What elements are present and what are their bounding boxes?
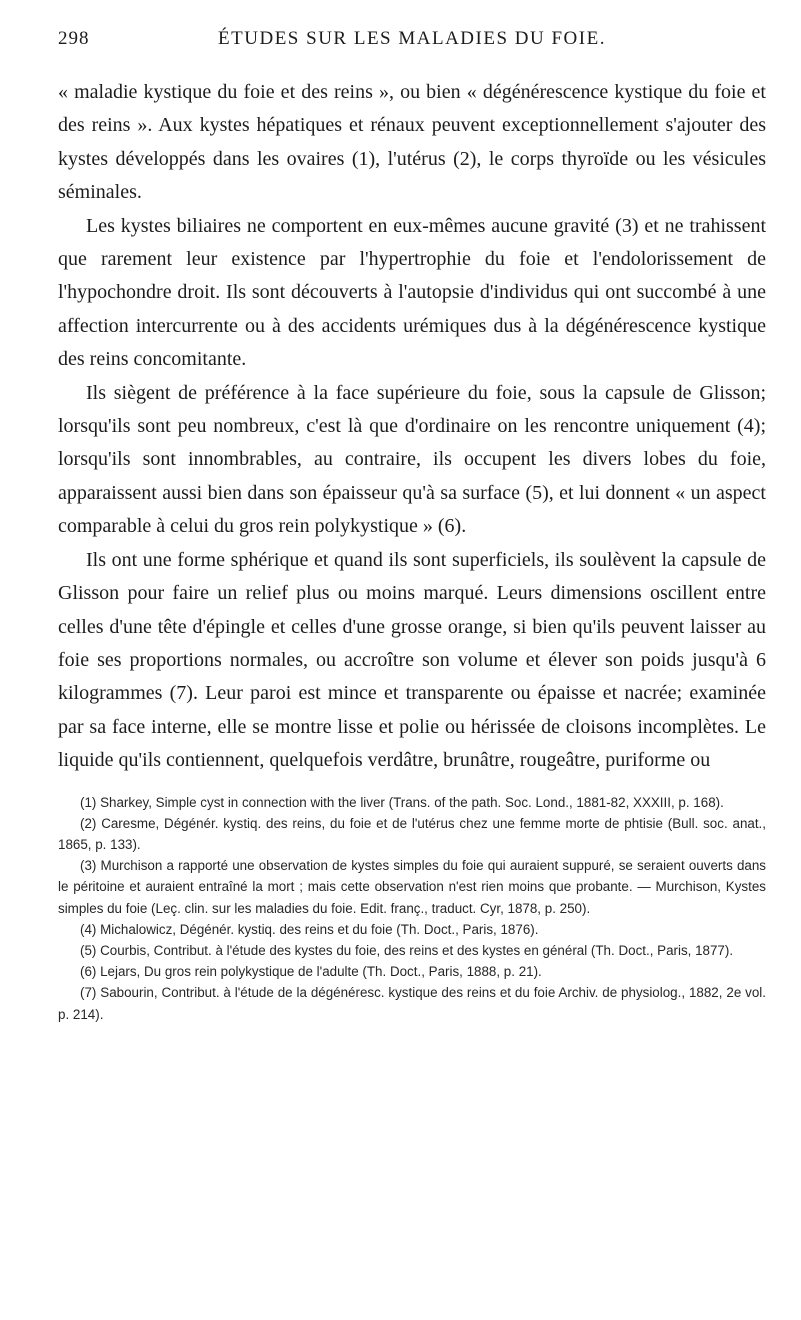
page-number: 298 [58, 28, 90, 49]
footnote-5: (5) Courbis, Contribut. à l'étude des kystes du foie, des reins et des kystes en général (Th. Doct., Paris, 1877). [80, 942, 734, 958]
footnote-1: (1) Sharkey, Simple cyst in connection with the liver (Trans. of the path. Soc. Lond., 1881-82, XXXIII, p. 168). [80, 794, 724, 810]
running-title: ÉTUDES SUR LES MALADIES DU FOIE. [218, 28, 606, 49]
paragraph-form: Ils ont une forme sphérique et quand ils sont superficiels, ils soulèvent la capsule de Glisson pour faire un relief plus ou moins marqué. Leurs dimensions oscillent entre celles d'une tête d'épingle et celles d'une grosse orange, si bien qu'ils peuvent laisser au foie ses proportions normales, ou accroître son volume et élever son poids jusqu'à 6 kilogrammes (7). Leur paroi est mince et transparente ou épaisse et nacrée; examinée par sa face interne, elle se montre lisse et polie ou hérissée de cloisons incomplètes. Le liquide qu'ils contiennent, quelquefois verdâtre, brunâtre, rougeâtre, puriforme ou [58, 548, 766, 772]
paragraph-continuation: « maladie kystique du foie et des reins », ou bien « dégénérescence kystique du foie et des reins ». Aux kystes hépatiques et rénaux peuvent exceptionnellement s'ajouter des kystes développés dans les ovaires (1), l'utérus (2), le corps thyroïde ou les vésicules séminales. [58, 81, 766, 204]
running-head [58, 28, 766, 58]
footnotes [58, 792, 766, 1025]
paragraph-location: Ils siègent de préférence à la face supérieure du foie, sous la capsule de Glisson; lorsqu'ils sont peu nombreux, c'est là que d'ordinaire on les rencontre uniquement (4); lorsqu'ils sont innombrables, au contraire, ils occupent les divers lobes du foie, apparaissent aussi bien dans son épaisseur qu'à sa surface (5), et lui donnent « un aspect comparable à celui du gros rein polykystique » (6). [58, 381, 766, 538]
footnote-6: (6) Lejars, Du gros rein polykystique de l'adulte (Th. Doct., Paris, 1888, p. 21). [80, 964, 542, 980]
body-text [58, 76, 766, 778]
footnote-7: (7) Sabourin, Contribut. à l'étude de la dégénéresc. kystique des reins et du foie Archiv. de physiolog., 1882, 2e vol. p. 214). [58, 985, 766, 1022]
footnote-2: (2) Caresme, Dégénér. kystiq. des reins, du foie et de l'utérus chez une femme morte de phtisie (Bull. soc. anat., 1865, p. 133). [58, 815, 766, 852]
footnote-4: (4) Michalowicz, Dégénér. kystiq. des reins et du foie (Th. Doct., Paris, 1876). [80, 921, 539, 937]
book-page [58, 28, 766, 1025]
footnote-3: (3) Murchison a rapporté une observation de kystes simples du foie qui auraient suppuré, se seraient ouverts dans le péritoine et auraient entraîné la mort ; mais cette observation n'est rien moins que probante. — Murchison, Kystes simples du foie (Leç. clin. sur les maladies du foie. Edit. franç., traduct. Cyr, 1878, p. 250). [58, 858, 766, 916]
paragraph-biliary-cysts: Les kystes biliaires ne comportent en eux-mêmes aucune gravité (3) et ne trahissent que rarement leur existence par l'hypertrophie du foie et l'endolorissement de l'hypochondre droit. Ils sont découverts à l'autopsie d'individus qui ont succombé à une affection intercurrente ou à des accidents urémiques dus à la dégénérescence kystique des reins concomitante. [58, 214, 766, 371]
